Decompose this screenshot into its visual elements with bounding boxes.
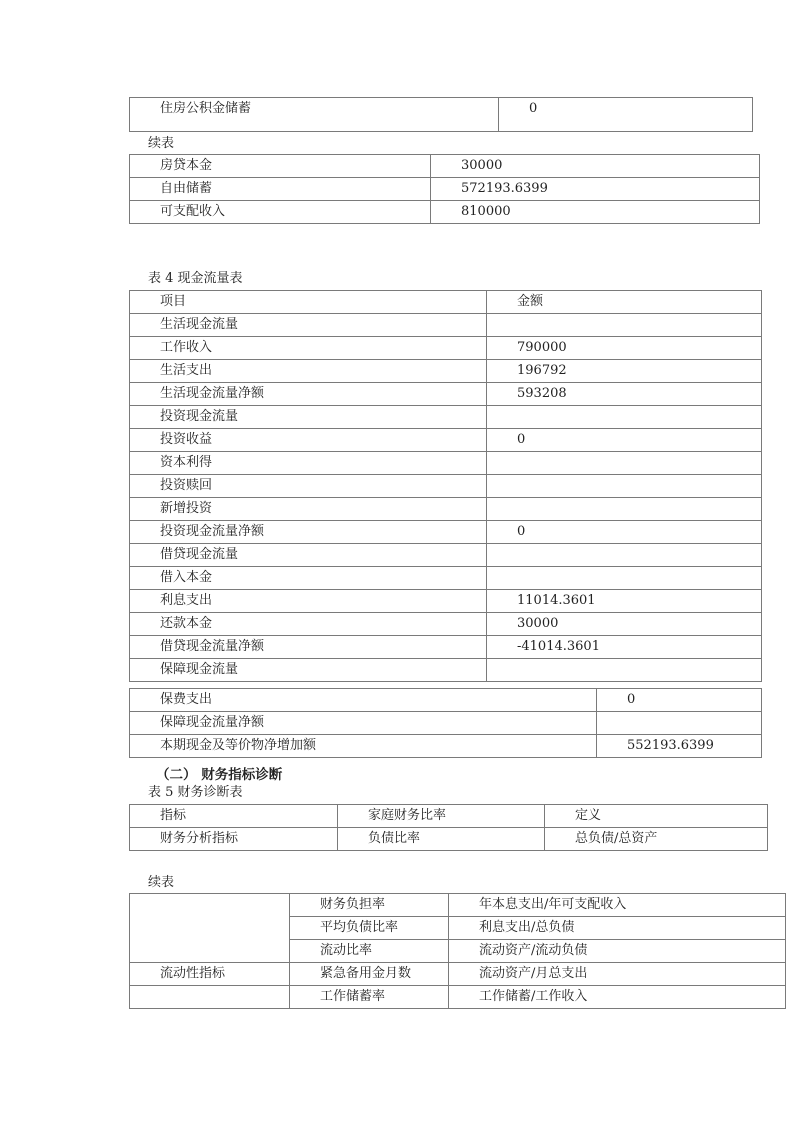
row-value: 30000	[431, 155, 760, 178]
row-definition: 年本息支出/年可支配收入	[449, 894, 786, 917]
row-value	[487, 475, 762, 498]
table-row	[130, 712, 762, 735]
row-label: 生活现金流量净额	[130, 383, 487, 406]
row-category	[130, 986, 290, 1009]
table-row	[130, 659, 762, 682]
row-value: 0	[487, 429, 762, 452]
row-label: 房贷本金	[130, 155, 431, 178]
row-label: 借贷现金流量	[130, 544, 487, 567]
row-value: 593208	[487, 383, 762, 406]
row-label: 新增投资	[130, 498, 487, 521]
row-label: 投资现金流量净额	[130, 521, 487, 544]
row-value: 552193.6399	[597, 735, 762, 758]
row-label: 住房公积金储蓄	[130, 98, 499, 132]
table-row	[130, 963, 786, 986]
cash-flow-table-lower	[129, 688, 762, 758]
row-label: 保障现金流量	[130, 659, 487, 682]
row-value	[487, 406, 762, 429]
row-value	[597, 712, 762, 735]
row-value: 790000	[487, 337, 762, 360]
column-header: 指标	[130, 805, 338, 828]
table-row	[130, 155, 760, 178]
table-4-caption: 表 4 现金流量表	[148, 271, 243, 286]
table-row	[130, 986, 786, 1009]
cash-flow-table	[129, 290, 762, 682]
table-row	[130, 452, 762, 475]
row-label: 利息支出	[130, 590, 487, 613]
continued-table-1	[129, 154, 760, 224]
table-header-row	[130, 805, 768, 828]
continued-table-2	[129, 893, 786, 1009]
row-label: 自由储蓄	[130, 178, 431, 201]
row-value	[487, 659, 762, 682]
table-row	[130, 590, 762, 613]
section-heading: （二） 财务指标诊断	[156, 767, 283, 783]
row-ratio: 紧急备用金月数	[290, 963, 449, 986]
row-value: 11014.3601	[487, 590, 762, 613]
row-label: 借贷现金流量净额	[130, 636, 487, 659]
column-header: 家庭财务比率	[338, 805, 545, 828]
table-header-row	[130, 291, 762, 314]
row-value: -41014.3601	[487, 636, 762, 659]
row-ratio: 财务负担率	[290, 894, 449, 917]
table-row	[130, 475, 762, 498]
row-label: 可支配收入	[130, 201, 431, 224]
row-definition: 总负债/总资产	[545, 828, 768, 851]
row-ratio: 负债比率	[338, 828, 545, 851]
row-ratio: 流动比率	[290, 940, 449, 963]
table-row	[130, 828, 768, 851]
row-label: 生活现金流量	[130, 314, 487, 337]
row-value: 572193.6399	[431, 178, 760, 201]
row-definition: 工作储蓄/工作收入	[449, 986, 786, 1009]
row-value	[487, 544, 762, 567]
row-definition: 流动资产/流动负债	[449, 940, 786, 963]
row-value	[487, 498, 762, 521]
table-row	[130, 689, 762, 712]
row-ratio: 平均负债比率	[290, 917, 449, 940]
row-category	[130, 940, 290, 963]
continued-caption: 续表	[148, 136, 175, 151]
table-row	[130, 178, 760, 201]
row-category	[130, 894, 290, 917]
row-label: 投资收益	[130, 429, 487, 452]
row-definition: 流动资产/月总支出	[449, 963, 786, 986]
row-label: 保障现金流量净额	[130, 712, 597, 735]
table-row	[130, 98, 753, 132]
table-row	[130, 544, 762, 567]
row-value	[487, 567, 762, 590]
row-value: 196792	[487, 360, 762, 383]
financial-diagnosis-table	[129, 804, 768, 851]
row-category: 流动性指标	[130, 963, 290, 986]
table-row	[130, 383, 762, 406]
row-value	[487, 452, 762, 475]
housing-fund-table	[129, 97, 753, 132]
table-row	[130, 613, 762, 636]
row-value	[487, 314, 762, 337]
row-label: 资本利得	[130, 452, 487, 475]
column-header: 定义	[545, 805, 768, 828]
table-row	[130, 498, 762, 521]
table-row	[130, 360, 762, 383]
row-value: 0	[597, 689, 762, 712]
table-row	[130, 917, 786, 940]
row-value: 810000	[431, 201, 760, 224]
column-header: 项目	[130, 291, 487, 314]
row-ratio: 工作储蓄率	[290, 986, 449, 1009]
row-label: 投资现金流量	[130, 406, 487, 429]
table-row	[130, 337, 762, 360]
table-row	[130, 521, 762, 544]
row-label: 保费支出	[130, 689, 597, 712]
row-category: 财务分析指标	[130, 828, 338, 851]
table-row	[130, 636, 762, 659]
table-row	[130, 406, 762, 429]
table-row	[130, 429, 762, 452]
row-label: 本期现金及等价物净增加额	[130, 735, 597, 758]
row-label: 还款本金	[130, 613, 487, 636]
row-value: 0	[487, 521, 762, 544]
row-category	[130, 917, 290, 940]
row-label: 工作收入	[130, 337, 487, 360]
table-5-caption: 表 5 财务诊断表	[148, 785, 243, 800]
row-label: 投资赎回	[130, 475, 487, 498]
continued-caption-2: 续表	[148, 875, 175, 890]
row-value: 30000	[487, 613, 762, 636]
row-label: 借入本金	[130, 567, 487, 590]
table-row	[130, 567, 762, 590]
table-row	[130, 201, 760, 224]
table-row	[130, 894, 786, 917]
column-header: 金额	[487, 291, 762, 314]
table-row	[130, 314, 762, 337]
table-row	[130, 940, 786, 963]
table-row	[130, 735, 762, 758]
row-label: 生活支出	[130, 360, 487, 383]
row-definition: 利息支出/总负债	[449, 917, 786, 940]
row-value: 0	[499, 98, 753, 132]
